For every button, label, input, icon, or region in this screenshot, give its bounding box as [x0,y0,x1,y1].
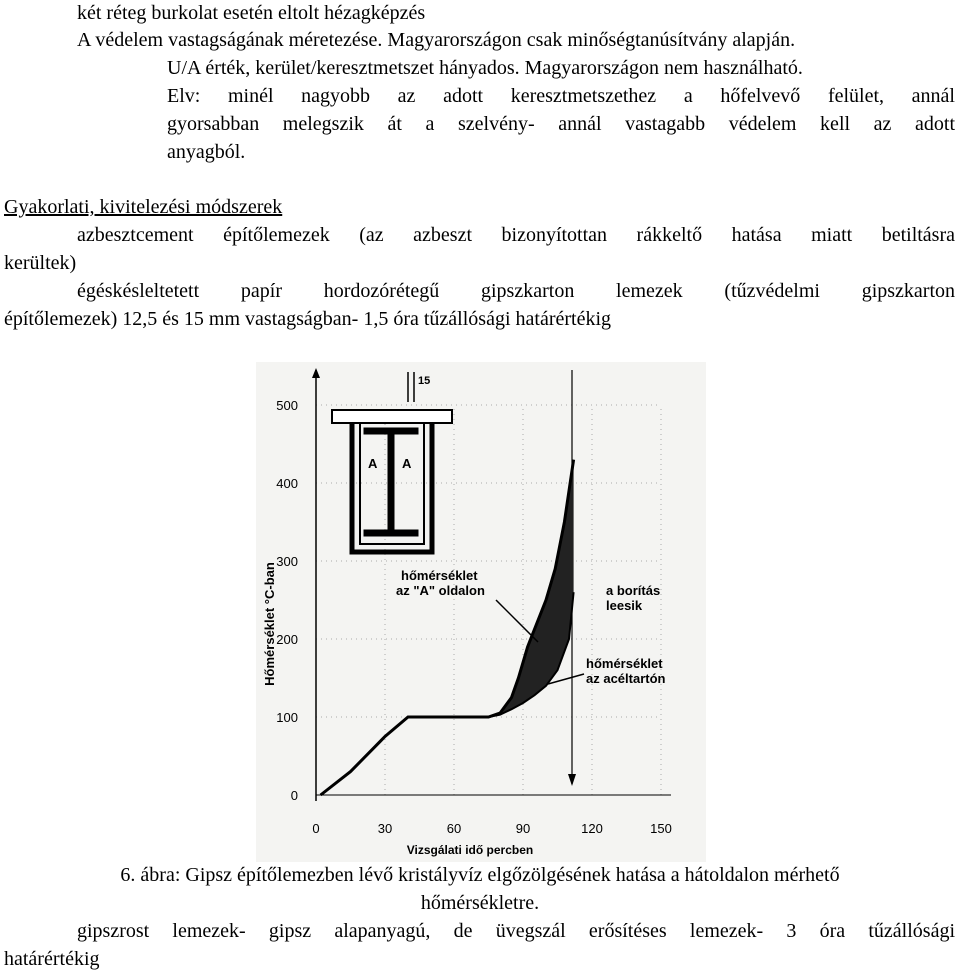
x-axis-title: Vizsgálati idő percben [406,843,534,857]
beam-web [388,434,394,530]
paragraph-2-line-1: égéskésleltetett papír hordozórétegű gipszkarton lemezek (tűzvédelmi gipszkarton [77,280,955,302]
y-tick-label: 100 [276,710,298,725]
x-tick-label: 90 [515,821,531,836]
y-axis-title: Hőmérséklet °C-ban [262,562,277,686]
label-fall-line-2: leesik [606,598,643,613]
figure-caption-line-2: hőmérsékletre. [420,892,540,914]
paragraph-1-line-2: kerültek) [4,252,77,274]
ceiling-slab [332,410,452,423]
figure-caption-line-1: 6. ábra: Gipsz építőlemezben lévő kristályvíz elgőzölgésének hatása a hátoldalon mérhető [120,864,840,886]
label-a-side-line-2: az "A" oldalon [396,583,485,598]
text-line-2: A védelem vastagságának méretezése. Magyarországon csak minőségtanúsítvány alapján. [77,29,796,51]
dimension-label: 15 [418,375,431,387]
side-a-right-label: A [402,456,412,471]
section-heading: Gyakorlati, kivitelezési módszerek [4,196,283,218]
paragraph-1-line-1: azbesztcement építőlemezek (az azbeszt bizonyítottan rákkeltő hatása miatt betiltásra [77,224,955,246]
x-tick-label: 60 [446,821,462,836]
text-line-3: U/A érték, kerület/keresztmetszet hányados. Magyarországon nem használható. [167,57,803,79]
y-tick-label: 500 [276,398,298,413]
label-steel-line-1: hőmérséklet [586,656,663,671]
beam-top-flange [364,428,418,434]
label-steel-line-2: az acéltartón [586,671,666,686]
label-a-side-line-1: hőmérséklet [401,568,478,583]
y-tick-label: 0 [290,788,298,803]
paragraph-3-line-2: határértékig [4,948,100,970]
label-fall-line-1: a borítás [606,583,661,598]
y-tick-label: 400 [276,476,298,491]
y-tick-label: 200 [276,632,298,647]
beam-bottom-flange [364,530,418,536]
text-line-1: két réteg burkolat esetén eltolt hézagképzés [77,2,426,24]
x-tick-label: 120 [581,821,603,836]
paragraph-2-line-2: építőlemezek) 12,5 és 15 mm vastagságban- 1,5 óra tűzállósági határértékig [4,308,612,330]
temperature-chart [256,362,706,862]
y-tick-label: 300 [276,554,298,569]
paragraph-3-line-1: gipszrost lemezek- gipsz alapanyagú, de üvegszál erősítéses lemezek- 3 óra tűzállósági [77,920,955,942]
text-line-6: anyagból. [167,141,246,163]
text-line-5: gyorsabban melegszik át a szelvény- annál vastagabb védelem kell az adott [167,113,955,135]
x-tick-label: 30 [377,821,393,836]
x-tick-label: 0 [312,821,320,836]
x-tick-label: 150 [650,821,672,836]
text-line-4: Elv: minél nagyobb az adott keresztmetszethez a hőfelvevő felület, annál [167,85,955,107]
side-a-left-label: A [368,456,378,471]
